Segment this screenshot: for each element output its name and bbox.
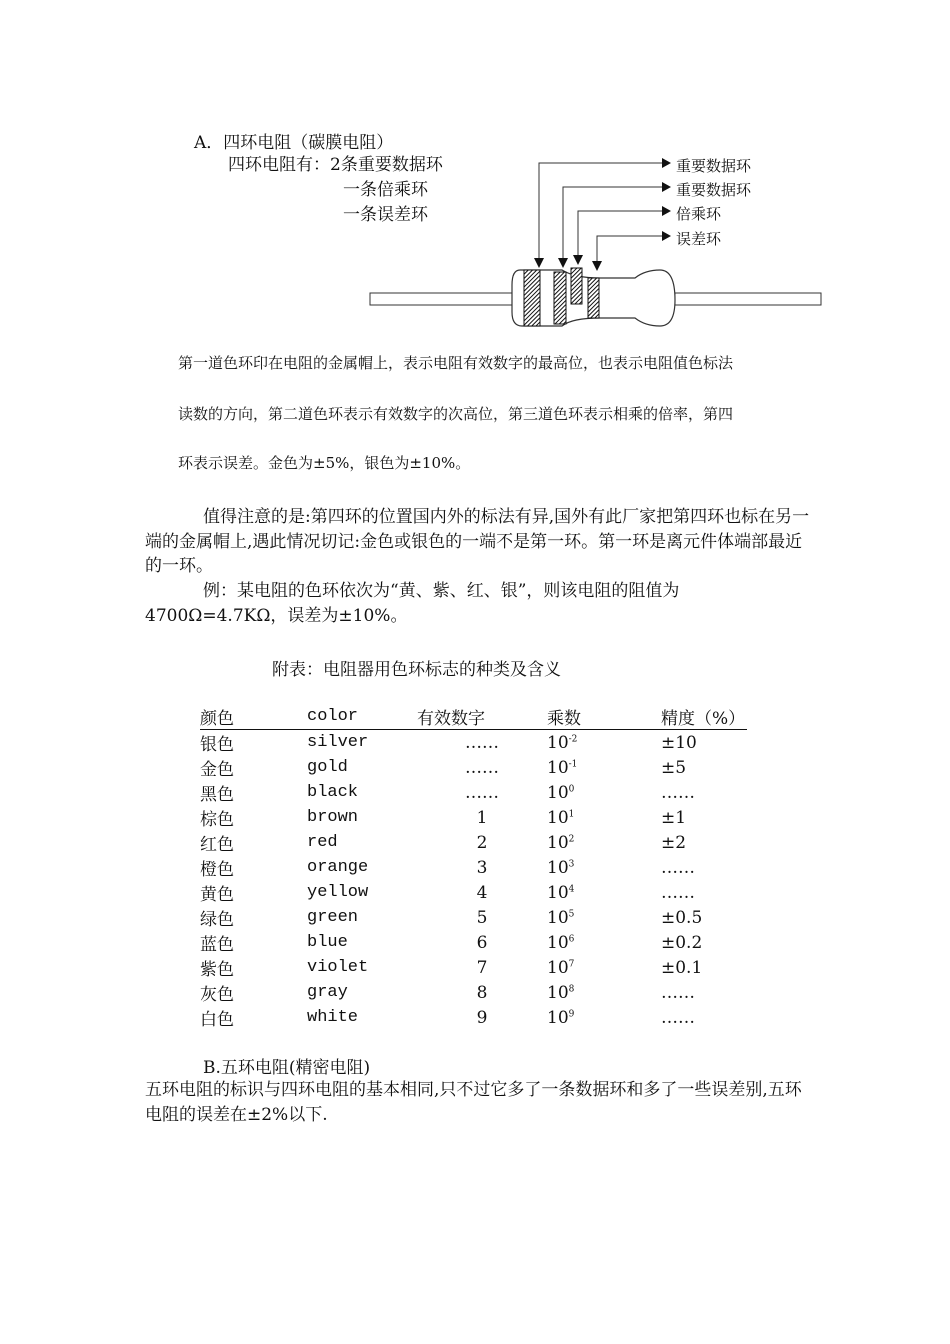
multiplier-exponent: 2	[568, 833, 575, 844]
table-row	[200, 930, 747, 955]
cell-digit: 7	[476, 957, 488, 978]
cell-color-cn: 蓝色	[200, 935, 234, 955]
multiplier-base: 10	[547, 882, 569, 903]
cell-tolerance: ……	[661, 857, 695, 878]
arrow-down-2	[558, 258, 568, 268]
multiplier-base: 10	[547, 982, 569, 1003]
cell-color-cn: 灰色	[200, 985, 234, 1005]
cell-multiplier	[547, 855, 661, 880]
multiplier-exponent: 4	[568, 883, 575, 894]
cell-tolerance: ……	[661, 782, 695, 803]
cell-multiplier	[547, 830, 661, 855]
cell-tolerance: ±1	[661, 807, 687, 828]
cell-color-en: violet	[307, 958, 369, 977]
example-paragraph: 例：某电阻的色环依次为“黄、紫、红、银”，则该电阻的阻值为4700Ω=4.7KΩ，误差为±10%。	[145, 581, 680, 626]
cell-multiplier	[547, 955, 661, 980]
note-paragraph: 值得注意的是:第四环的位置国内外的标法有异,国外有此厂家把第四环也标在另一端的金属帽上,遇此情况切记:金色或银色的一端不是第一环。第一环是离元件体端部最近的一环。	[145, 507, 810, 576]
cell-multiplier	[547, 730, 661, 756]
multiplier-base: 10	[547, 732, 569, 753]
multiplier-exponent: 7	[568, 958, 575, 969]
right-lead	[675, 293, 821, 305]
multiplier-exponent: -2	[568, 733, 578, 744]
cell-digit: 6	[476, 932, 488, 953]
cell-digit: 3	[476, 857, 488, 878]
cell-color-cn: 银色	[200, 735, 234, 755]
multiplier-exponent: 6	[568, 933, 575, 944]
cell-color-en: black	[307, 783, 359, 802]
table-row	[200, 805, 747, 830]
explanation-line-2: 读数的方向，第二道色环表示有效数字的次高位，第三道色环表示相乘的倍率，第四	[178, 405, 734, 423]
arrow-right-3	[662, 206, 671, 216]
band-2	[554, 272, 566, 324]
cell-digit: ……	[465, 757, 499, 778]
header-color-cn: 颜色	[200, 704, 307, 730]
cell-digit: 1	[476, 807, 488, 828]
multiplier-base: 10	[547, 832, 569, 853]
leader-line-4	[597, 236, 662, 266]
multiplier-base: 10	[547, 807, 569, 828]
explanation-line-3: 环表示误差。金色为±5%，银色为±10%。	[178, 454, 471, 472]
diagram-label-data-ring-1: 重要数据环	[676, 157, 752, 175]
table-row	[200, 880, 747, 905]
intro-line-3: 一条误差环	[343, 205, 428, 225]
arrow-down-3	[573, 255, 583, 265]
cell-color-en: blue	[307, 933, 348, 952]
header-color-en: color	[307, 704, 417, 730]
intro-line-1: 四环电阻有：2条重要数据环	[228, 155, 443, 175]
arrow-right-2	[662, 182, 671, 192]
cell-digit: 5	[476, 907, 488, 928]
cell-tolerance: ±0.5	[661, 907, 703, 928]
arrow-right-1	[662, 158, 671, 168]
cell-color-en: yellow	[307, 883, 369, 902]
table-row	[200, 955, 747, 980]
cell-tolerance: ±0.1	[661, 957, 703, 978]
cell-color-en: orange	[307, 858, 369, 877]
cell-multiplier	[547, 880, 661, 905]
cell-tolerance: ±5	[661, 757, 687, 778]
table-row	[200, 1005, 747, 1030]
cell-color-en: gold	[307, 758, 348, 777]
band-3	[571, 268, 582, 304]
diagram-label-multiplier-ring: 倍乘环	[676, 205, 722, 223]
cell-tolerance: ±0.2	[661, 932, 703, 953]
header-multiplier: 乘数	[547, 704, 661, 730]
cell-color-en: green	[307, 908, 359, 927]
cell-color-cn: 橙色	[200, 860, 234, 880]
intro-line-2: 一条倍乘环	[343, 180, 428, 200]
color-code-table	[200, 704, 747, 1030]
diagram-label-data-ring-2: 重要数据环	[676, 181, 752, 199]
cell-digit: 9	[476, 1007, 488, 1028]
multiplier-base: 10	[547, 782, 569, 803]
header-digit: 有效数字	[417, 704, 547, 730]
section-b-paragraph: 五环电阻的标识与四环电阻的基本相同,只不过它多了一条数据环和多了一些误差别,五环电阻的误差在±2%以下.	[145, 1080, 802, 1125]
cell-multiplier	[547, 905, 661, 930]
cell-tolerance: ……	[661, 982, 695, 1003]
table-header-row	[200, 704, 747, 730]
arrow-down-4	[592, 261, 602, 271]
diagram-label-tolerance-ring: 误差环	[676, 230, 722, 248]
multiplier-base: 10	[547, 1007, 569, 1028]
cell-digit: 8	[476, 982, 488, 1003]
cell-color-en: gray	[307, 983, 348, 1002]
cell-multiplier	[547, 1005, 661, 1030]
table-row	[200, 905, 747, 930]
cell-color-cn: 黄色	[200, 885, 234, 905]
multiplier-exponent: 8	[568, 983, 575, 994]
header-tolerance: 精度（%）	[661, 704, 747, 730]
cell-multiplier	[547, 805, 661, 830]
band-1	[524, 270, 540, 326]
multiplier-exponent: 1	[568, 808, 575, 819]
cell-multiplier	[547, 755, 661, 780]
cell-color-cn: 黑色	[200, 785, 234, 805]
multiplier-base: 10	[547, 757, 569, 778]
cell-digit: ……	[465, 732, 499, 753]
table-caption: 附表：电阻器用色环标志的种类及含义	[272, 660, 561, 680]
cell-tolerance: ……	[661, 882, 695, 903]
cell-color-cn: 紫色	[200, 960, 234, 980]
multiplier-exponent: -1	[568, 758, 578, 769]
table-row	[200, 730, 747, 756]
multiplier-exponent: 5	[568, 908, 575, 919]
resistor-diagram	[0, 0, 950, 340]
arrow-down-1	[534, 258, 544, 268]
cell-digit: ……	[465, 782, 499, 803]
section-b-heading: B.五环电阻(精密电阻)	[203, 1058, 371, 1078]
cell-color-en: red	[307, 833, 338, 852]
multiplier-base: 10	[547, 907, 569, 928]
multiplier-exponent: 9	[568, 1008, 575, 1019]
table-row	[200, 980, 747, 1005]
cell-color-cn: 金色	[200, 760, 234, 780]
table-row	[200, 830, 747, 855]
cell-tolerance: ±2	[661, 832, 687, 853]
arrow-right-4	[662, 231, 671, 241]
cell-multiplier	[547, 780, 661, 805]
cell-color-cn: 绿色	[200, 910, 234, 930]
multiplier-exponent: 3	[568, 858, 575, 869]
multiplier-exponent: 0	[568, 783, 575, 794]
table-body	[200, 730, 747, 1031]
cell-color-en: white	[307, 1008, 359, 1027]
cell-color-cn: 白色	[200, 1010, 234, 1030]
cell-digit: 2	[476, 832, 488, 853]
multiplier-base: 10	[547, 932, 569, 953]
multiplier-base: 10	[547, 857, 569, 878]
cell-color-cn: 红色	[200, 835, 234, 855]
cell-tolerance: ……	[661, 1007, 695, 1028]
section-a-heading: A．四环电阻（碳膜电阻）	[194, 133, 394, 153]
band-4	[588, 278, 599, 318]
left-lead	[370, 293, 515, 305]
cell-multiplier	[547, 930, 661, 955]
table-row	[200, 855, 747, 880]
cell-color-en: brown	[307, 808, 359, 827]
cell-color-en: silver	[307, 733, 369, 752]
cell-digit: 4	[476, 882, 488, 903]
table-row	[200, 755, 747, 780]
leader-line-1	[539, 163, 662, 265]
explanation-line-1: 第一道色环印在电阻的金属帽上，表示电阻有效数字的最高位，也表示电阻值色标法	[178, 354, 734, 372]
cell-multiplier	[547, 980, 661, 1005]
cell-tolerance: ±10	[661, 732, 697, 753]
table-row	[200, 780, 747, 805]
cell-color-cn: 棕色	[200, 810, 234, 830]
multiplier-base: 10	[547, 957, 569, 978]
